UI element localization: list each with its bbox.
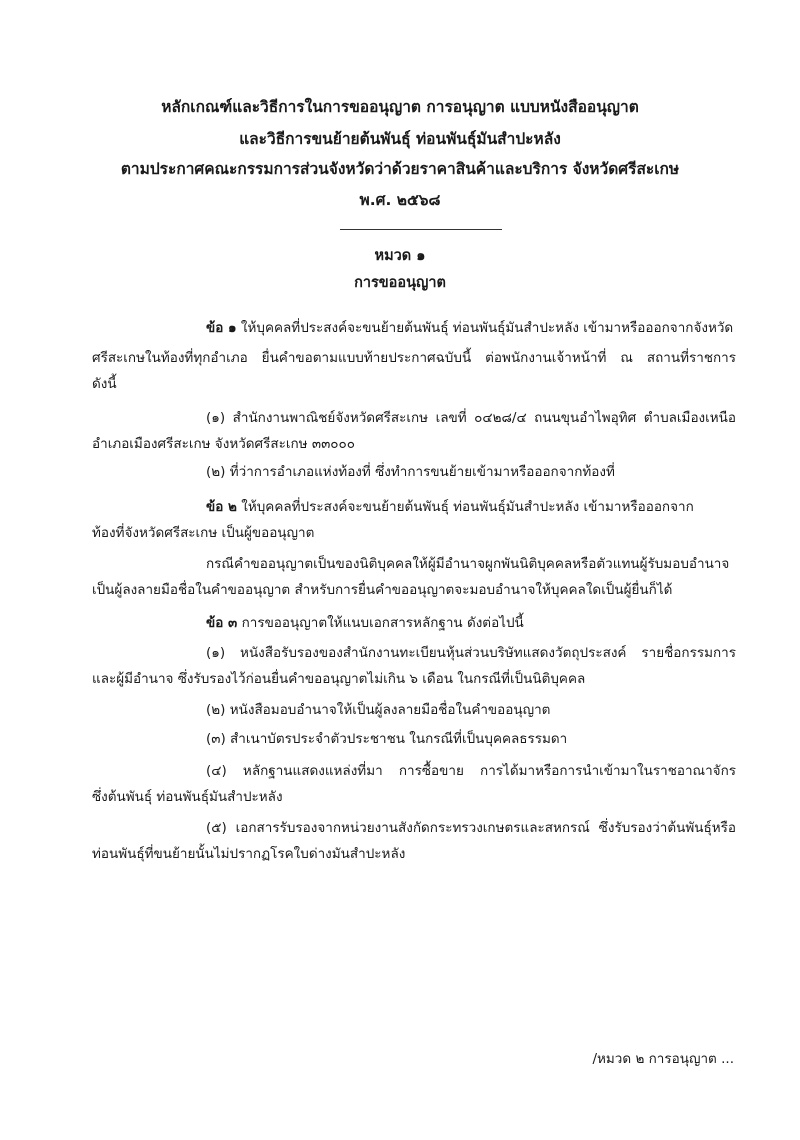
clause-3-text: การขออนุญาตให้แนบเอกสารหลักฐาน ดังต่อไปนี้	[241, 615, 524, 631]
clause-2-para-2-line-2: เป็นผู้ลงลายมือชื่อในคำขออนุญาต สำหรับการยื่นคำขออนุญาตจะมอบอำนาจให้บุคคลใดเป็นผู้ยื่นก็ได้	[92, 582, 673, 598]
continuation-note: /หมวด ๒ การอนุญาต ...	[592, 1051, 734, 1067]
clause-1-item-1-line-2: อำเภอเมืองศรีสะเกษ จังหวัดศรีสะเกษ ๓๓๐๐๐	[92, 436, 356, 452]
document-title-line-2: และวิธีการขนย้ายต้นพันธุ์ ท่อนพันธุ์มันสำปะหลัง	[239, 130, 561, 148]
clause-3-item-2: (๒) หนังสือมอบอำนาจให้เป็นผู้ลงลายมือชื่อในคำขออนุญาต	[206, 702, 551, 718]
title-divider	[340, 229, 502, 230]
clause-1-item-2: (๒) ที่ว่าการอำเภอแห่งท้องที่ ซึ่งทำการขนย้ายเข้ามาหรือออกจากท้องที่	[206, 464, 615, 480]
clause-2-label: ข้อ ๒	[206, 499, 237, 515]
chapter-title: หมวด ๑	[374, 248, 426, 264]
clause-1-line-2: ศรีสะเกษในท้องที่ทุกอำเภอ ยื่นคำขอตามแบบท้ายประกาศฉบับนี้ ต่อพนักงานเจ้าหน้าที่ ณ สถานที่ราชการ	[92, 350, 736, 366]
clause-3-item-1-line-1: (๑) หนังสือรับรองของสำนักงานทะเบียนหุ้นส่วนบริษัทแสดงวัตถุประสงค์ รายชื่อกรรมการ	[206, 645, 736, 661]
clause-3-first-line	[206, 611, 524, 633]
clause-3-item-4-line-2: ซึ่งต้นพันธุ์ ท่อนพันธุ์มันสำปะหลัง	[92, 789, 283, 805]
clause-1-line-3: ดังนี้	[92, 376, 117, 392]
clause-2-line-2: ท้องที่จังหวัดศรีสะเกษ เป็นผู้ขออนุญาต	[92, 525, 315, 541]
clause-3-item-5-line-1: (๕) เอกสารรับรองจากหน่วยงานสังกัดกระทรวงเกษตรและสหกรณ์ ซึ่งรับรองว่าต้นพันธุ์หรือ	[206, 820, 736, 836]
clause-3-label: ข้อ ๓	[206, 615, 238, 631]
clause-3-item-4-line-1: (๔) หลักฐานแสดงแหล่งที่มา การซื้อขาย การได้มาหรือการนำเข้ามาในราชอาณาจักร	[206, 763, 736, 779]
clause-2-first-line	[206, 495, 736, 517]
clause-1-first-line	[206, 316, 736, 338]
clause-3-item-5-line-2: ท่อนพันธุ์ที่ขนย้ายนั้นไม่ปรากฏโรคใบด่างมันสำปะหลัง	[92, 846, 406, 862]
clause-1-text: ให้บุคคลที่ประสงค์จะขนย้ายต้นพันธุ์ ท่อนพันธุ์มันสำปะหลัง เข้ามาหรือออกจากจังหวัด	[240, 320, 734, 336]
clause-2-para-2-line-1: กรณีคำขออนุญาตเป็นของนิติบุคคลให้ผู้มีอำนาจผูกพันนิติบุคคลหรือตัวแทนผู้รับมอบอำนาจ	[206, 556, 730, 572]
document-year: พ.ศ. ๒๕๖๘	[359, 191, 441, 209]
chapter-subtitle: การขออนุญาต	[354, 275, 446, 291]
clause-1-label: ข้อ ๑	[206, 320, 237, 336]
clause-3-item-1-line-2: และผู้มีอำนาจ ซึ่งรับรองไว้ก่อนยื่นคำขออนุญาตไม่เกิน ๖ เดือน ในกรณีที่เป็นนิติบุคคล	[92, 671, 586, 687]
document-title-line-1: หลักเกณฑ์และวิธีการในการขออนุญาต การอนุญาต แบบหนังสืออนุญาต	[161, 98, 639, 116]
clause-2-text: ให้บุคคลที่ประสงค์จะขนย้ายต้นพันธุ์ ท่อนพันธุ์มันสำปะหลัง เข้ามาหรือออกจาก	[241, 499, 694, 515]
clause-1-item-1-line-1: (๑) สำนักงานพาณิชย์จังหวัดศรีสะเกษ เลขที่ ๐๔๒๘/๔ ถนนขุนอำไพอุทิศ ตำบลเมืองเหนือ	[206, 410, 736, 426]
document-title-line-3: ตามประกาศคณะกรรมการส่วนจังหวัดว่าด้วยราคาสินค้าและบริการ จังหวัดศรีสะเกษ	[120, 160, 680, 178]
clause-3-item-3: (๓) สำเนาบัตรประจำตัวประชาชน ในกรณีที่เป็นบุคคลธรรมดา	[206, 731, 568, 747]
